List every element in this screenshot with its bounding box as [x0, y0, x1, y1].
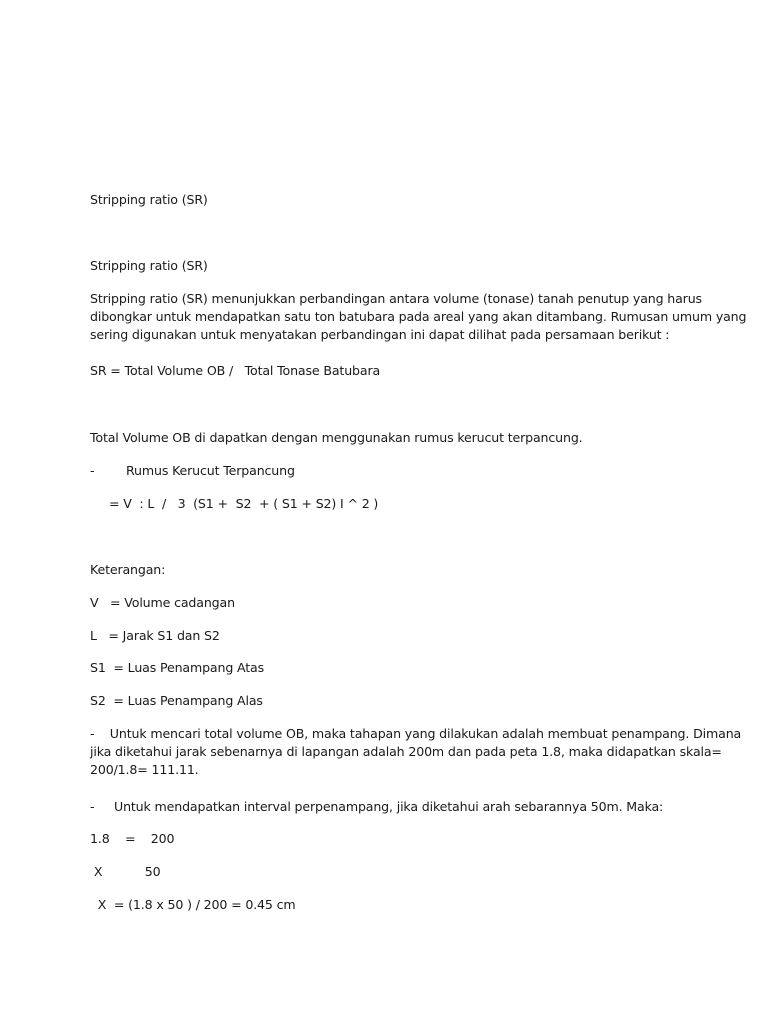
step1-paragraph	[90, 725, 742, 780]
bullet-rumus-kerucut: Rumus Kerucut Terpancung	[126, 463, 295, 478]
step2-text: Untuk mendapatkan interval perpenampang, jika diketahui arah sebarannya 50m. Maka:	[114, 799, 664, 814]
intro-line: dibongkar untuk mendapatkan satu ton batubara pada areal yang akan ditambang. Rumusan umum yang	[90, 309, 747, 325]
ratio-line: 1.8 = 200	[90, 831, 175, 846]
ratio-result: X = (1.8 x 50 ) / 200 = 0.45 cm	[90, 897, 296, 912]
keterangan-title: Keterangan:	[90, 562, 166, 577]
step1-line: jika diketahui jarak sebenarnya di lapangan adalah 200m dan pada peta 1.8, maka didapatkan skala=	[90, 744, 722, 760]
step1-line: - Untuk mencari total volume OB, maka tahapan yang dilakukan adalah membuat penampang. Dimana	[90, 726, 742, 741]
step1-line: 200/1.8= 111.11.	[90, 762, 199, 778]
legend-item: V = Volume cadangan	[90, 595, 235, 610]
intro-line: Stripping ratio (SR) menunjukkan perbandingan antara volume (tonase) tanah penutup yang harus	[90, 291, 702, 306]
heading-stripping-ratio: Stripping ratio (SR)	[90, 192, 208, 207]
rumus-formula: = V : L / 3 (S1 + S2 + ( S1 + S2) I ^ 2 )	[109, 496, 379, 511]
ob-intro: Total Volume OB di dapatkan dengan menggunakan rumus kerucut terpancung.	[90, 430, 583, 445]
legend-item: S2 = Luas Penampang Alas	[90, 693, 263, 708]
step2-dash: -	[90, 799, 95, 814]
intro-paragraph	[90, 290, 747, 345]
sr-formula: SR = Total Volume OB / Total Tonase Batubara	[90, 363, 381, 378]
intro-line: sering digunakan untuk menyatakan perbandingan ini dapat dilihat pada persamaan berikut :	[90, 327, 670, 343]
subheading-stripping-ratio: Stripping ratio (SR)	[90, 258, 208, 273]
ratio-line: X 50	[90, 864, 161, 879]
bullet-dash: -	[90, 463, 95, 478]
legend-item: L = Jarak S1 dan S2	[90, 628, 220, 643]
legend-item: S1 = Luas Penampang Atas	[90, 660, 265, 675]
